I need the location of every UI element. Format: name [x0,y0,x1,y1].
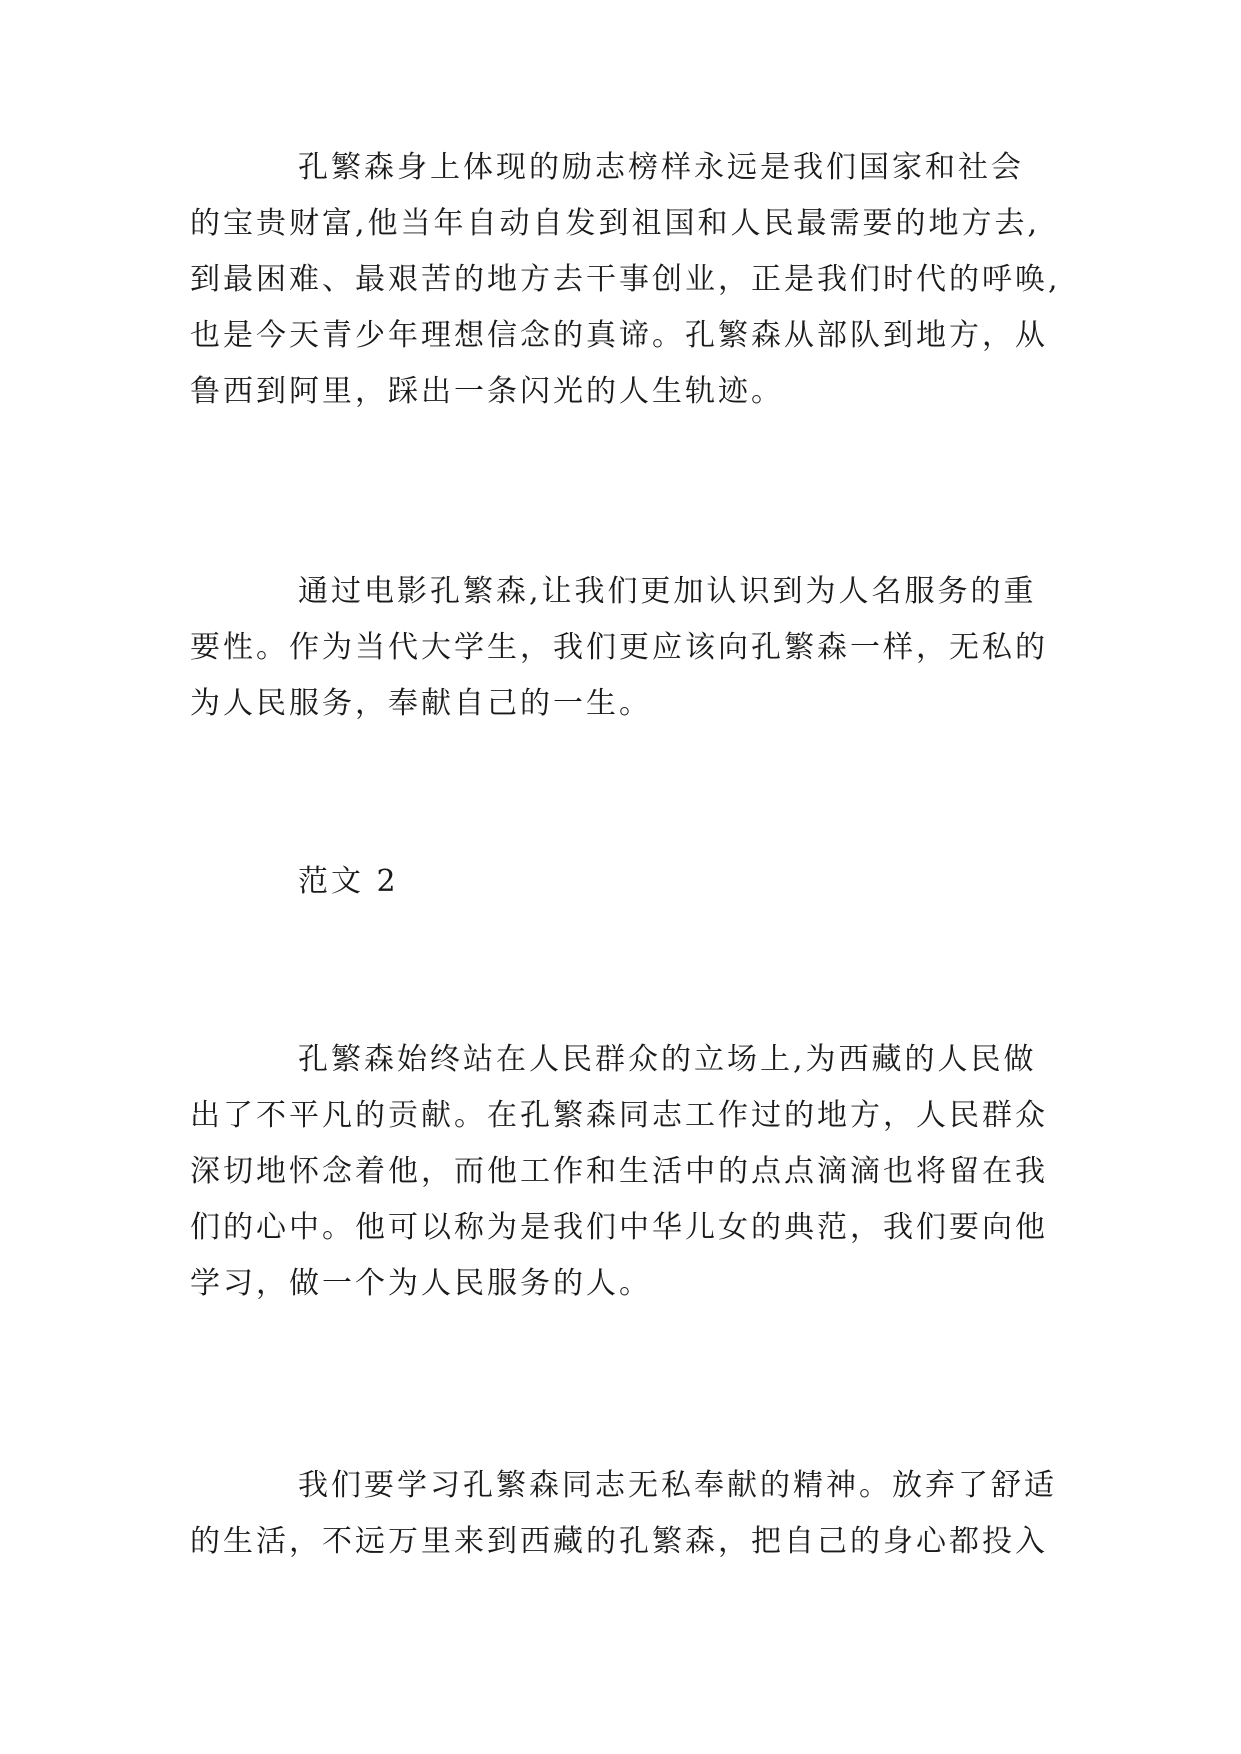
paragraph-2-line-1: 通过电影孔繁森,让我们更加认识到为人名服务的重 [298,574,1037,609]
paragraph-1-line-5: 鲁西到阿里，踩出一条闪光的人生轨迹。 [190,374,784,409]
paragraph-3-line-1: 孔繁森始终站在人民群众的立场上,为西藏的人民做 [298,1042,1037,1077]
paragraph-1-line-4: 也是今天青少年理想信念的真谛。孔繁森从部队到地方，从 [190,318,1048,353]
paragraph-1-line-1: 孔繁森身上体现的励志榜样永远是我们国家和社会 [298,150,1024,185]
paragraph-3-line-4: 们的心中。他可以称为是我们中华儿女的典范，我们要向他 [190,1210,1048,1245]
paragraph-4-line-1: 我们要学习孔繁森同志无私奉献的精神。放弃了舒适 [298,1468,1057,1503]
paragraph-3-line-2: 出了不平凡的贡献。在孔繁森同志工作过的地方，人民群众 [190,1098,1048,1133]
paragraph-1-line-3: 到最困难、最艰苦的地方去干事创业，正是我们时代的呼唤, [190,262,1061,297]
paragraph-2-line-3: 为人民服务，奉献自己的一生。 [190,686,652,721]
paragraph-2-line-2: 要性。作为当代大学生，我们更应该向孔繁森一样，无私的 [190,630,1048,665]
paragraph-3-line-5: 学习，做一个为人民服务的人。 [190,1266,652,1301]
paragraph-1-line-2: 的宝贵财富,他当年自动自发到祖国和人民最需要的地方去, [190,206,1041,241]
paragraph-4-line-2: 的生活，不远万里来到西藏的孔繁森，把自己的身心都投入 [190,1524,1048,1559]
paragraph-3-line-3: 深切地怀念着他，而他工作和生活中的点点滴滴也将留在我 [190,1154,1048,1189]
section-heading: 范文 2 [298,864,399,899]
